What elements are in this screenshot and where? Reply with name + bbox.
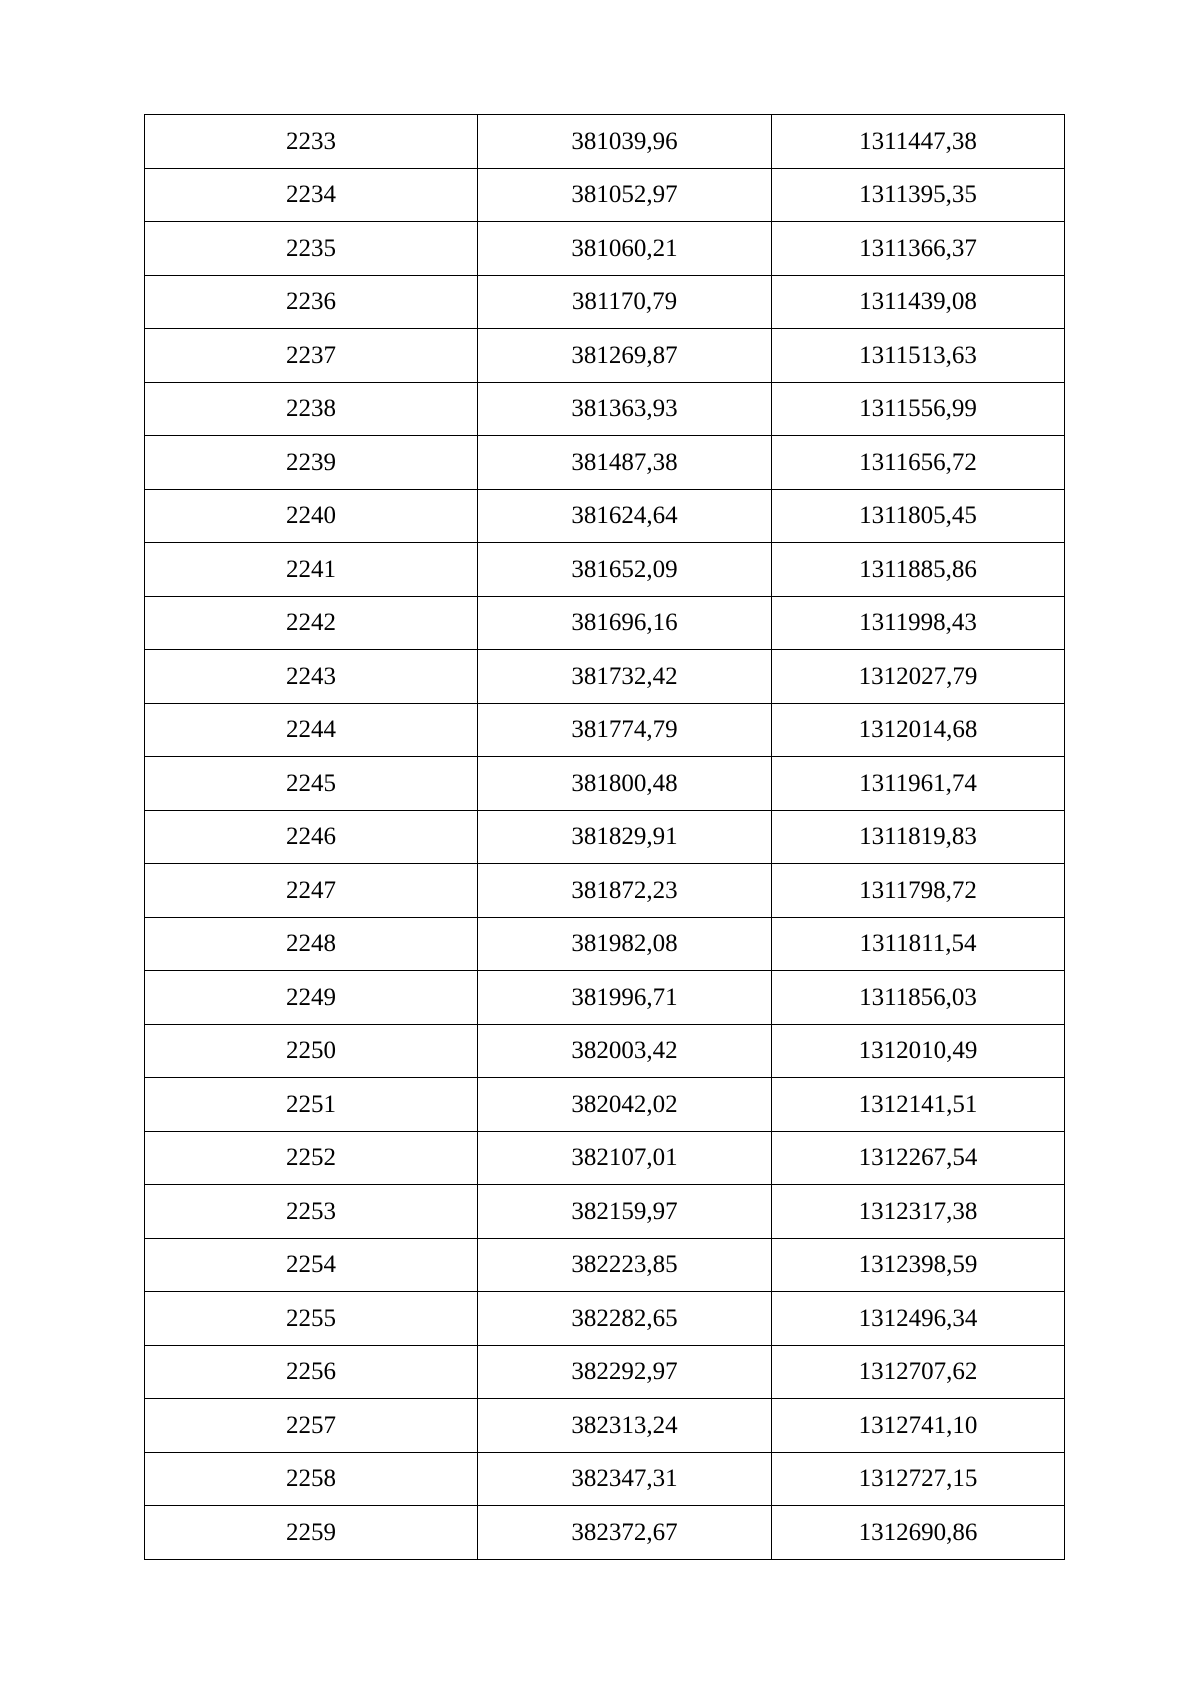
y-coordinate-cell: 1311513,63 <box>772 329 1065 383</box>
table-row <box>145 1238 1065 1292</box>
point-number-cell: 2235 <box>145 222 478 276</box>
y-coordinate-cell: 1312707,62 <box>772 1345 1065 1399</box>
point-number-cell: 2257 <box>145 1399 478 1453</box>
y-coordinate-cell: 1311439,08 <box>772 275 1065 329</box>
x-coordinate-cell: 382003,42 <box>478 1024 772 1078</box>
table-row <box>145 971 1065 1025</box>
table-row <box>145 757 1065 811</box>
x-coordinate-cell: 382107,01 <box>478 1131 772 1185</box>
y-coordinate-cell: 1312741,10 <box>772 1399 1065 1453</box>
y-coordinate-cell: 1312690,86 <box>772 1506 1065 1560</box>
x-coordinate-cell: 382347,31 <box>478 1452 772 1506</box>
y-coordinate-cell: 1312398,59 <box>772 1238 1065 1292</box>
y-coordinate-cell: 1311395,35 <box>772 168 1065 222</box>
point-number-cell: 2248 <box>145 917 478 971</box>
y-coordinate-cell: 1311366,37 <box>772 222 1065 276</box>
x-coordinate-cell: 382282,65 <box>478 1292 772 1346</box>
y-coordinate-cell: 1312027,79 <box>772 650 1065 704</box>
x-coordinate-cell: 381039,96 <box>478 115 772 169</box>
point-number-cell: 2252 <box>145 1131 478 1185</box>
table-row <box>145 864 1065 918</box>
x-coordinate-cell: 381269,87 <box>478 329 772 383</box>
y-coordinate-cell: 1311819,83 <box>772 810 1065 864</box>
x-coordinate-cell: 382313,24 <box>478 1399 772 1453</box>
x-coordinate-cell: 381774,79 <box>478 703 772 757</box>
table-row <box>145 703 1065 757</box>
point-number-cell: 2236 <box>145 275 478 329</box>
point-number-cell: 2234 <box>145 168 478 222</box>
table-row <box>145 436 1065 490</box>
table-row <box>145 596 1065 650</box>
x-coordinate-cell: 382292,97 <box>478 1345 772 1399</box>
y-coordinate-cell: 1311798,72 <box>772 864 1065 918</box>
point-number-cell: 2247 <box>145 864 478 918</box>
x-coordinate-cell: 381996,71 <box>478 971 772 1025</box>
y-coordinate-cell: 1312010,49 <box>772 1024 1065 1078</box>
x-coordinate-cell: 382159,97 <box>478 1185 772 1239</box>
point-number-cell: 2251 <box>145 1078 478 1132</box>
point-number-cell: 2259 <box>145 1506 478 1560</box>
point-number-cell: 2253 <box>145 1185 478 1239</box>
y-coordinate-cell: 1311556,99 <box>772 382 1065 436</box>
point-number-cell: 2233 <box>145 115 478 169</box>
table-row <box>145 275 1065 329</box>
coordinates-table <box>144 114 1065 1560</box>
table-row <box>145 382 1065 436</box>
y-coordinate-cell: 1312496,34 <box>772 1292 1065 1346</box>
point-number-cell: 2250 <box>145 1024 478 1078</box>
point-number-cell: 2254 <box>145 1238 478 1292</box>
y-coordinate-cell: 1311998,43 <box>772 596 1065 650</box>
table-row <box>145 1024 1065 1078</box>
point-number-cell: 2244 <box>145 703 478 757</box>
x-coordinate-cell: 381487,38 <box>478 436 772 490</box>
table-row <box>145 1185 1065 1239</box>
table-row <box>145 1131 1065 1185</box>
table-row <box>145 1452 1065 1506</box>
coordinates-table-body <box>145 115 1065 1560</box>
y-coordinate-cell: 1312317,38 <box>772 1185 1065 1239</box>
x-coordinate-cell: 381696,16 <box>478 596 772 650</box>
table-row <box>145 543 1065 597</box>
y-coordinate-cell: 1311805,45 <box>772 489 1065 543</box>
table-row <box>145 1078 1065 1132</box>
point-number-cell: 2258 <box>145 1452 478 1506</box>
y-coordinate-cell: 1312141,51 <box>772 1078 1065 1132</box>
x-coordinate-cell: 381624,64 <box>478 489 772 543</box>
x-coordinate-cell: 381060,21 <box>478 222 772 276</box>
y-coordinate-cell: 1311856,03 <box>772 971 1065 1025</box>
point-number-cell: 2243 <box>145 650 478 704</box>
point-number-cell: 2249 <box>145 971 478 1025</box>
table-row <box>145 1399 1065 1453</box>
point-number-cell: 2242 <box>145 596 478 650</box>
x-coordinate-cell: 382372,67 <box>478 1506 772 1560</box>
x-coordinate-cell: 381829,91 <box>478 810 772 864</box>
point-number-cell: 2237 <box>145 329 478 383</box>
table-row <box>145 917 1065 971</box>
y-coordinate-cell: 1311656,72 <box>772 436 1065 490</box>
x-coordinate-cell: 381170,79 <box>478 275 772 329</box>
point-number-cell: 2245 <box>145 757 478 811</box>
table-row <box>145 810 1065 864</box>
x-coordinate-cell: 381652,09 <box>478 543 772 597</box>
x-coordinate-cell: 381732,42 <box>478 650 772 704</box>
y-coordinate-cell: 1312727,15 <box>772 1452 1065 1506</box>
x-coordinate-cell: 381052,97 <box>478 168 772 222</box>
table-row <box>145 222 1065 276</box>
x-coordinate-cell: 381982,08 <box>478 917 772 971</box>
y-coordinate-cell: 1311885,86 <box>772 543 1065 597</box>
point-number-cell: 2239 <box>145 436 478 490</box>
table-row <box>145 1506 1065 1560</box>
table-row <box>145 489 1065 543</box>
y-coordinate-cell: 1312014,68 <box>772 703 1065 757</box>
point-number-cell: 2246 <box>145 810 478 864</box>
table-row <box>145 650 1065 704</box>
point-number-cell: 2256 <box>145 1345 478 1399</box>
x-coordinate-cell: 381872,23 <box>478 864 772 918</box>
point-number-cell: 2241 <box>145 543 478 597</box>
x-coordinate-cell: 381800,48 <box>478 757 772 811</box>
table-row <box>145 1345 1065 1399</box>
y-coordinate-cell: 1311447,38 <box>772 115 1065 169</box>
y-coordinate-cell: 1311811,54 <box>772 917 1065 971</box>
y-coordinate-cell: 1311961,74 <box>772 757 1065 811</box>
table-row <box>145 115 1065 169</box>
point-number-cell: 2240 <box>145 489 478 543</box>
point-number-cell: 2238 <box>145 382 478 436</box>
x-coordinate-cell: 382223,85 <box>478 1238 772 1292</box>
table-row <box>145 168 1065 222</box>
x-coordinate-cell: 382042,02 <box>478 1078 772 1132</box>
x-coordinate-cell: 381363,93 <box>478 382 772 436</box>
y-coordinate-cell: 1312267,54 <box>772 1131 1065 1185</box>
table-row <box>145 1292 1065 1346</box>
table-row <box>145 329 1065 383</box>
point-number-cell: 2255 <box>145 1292 478 1346</box>
